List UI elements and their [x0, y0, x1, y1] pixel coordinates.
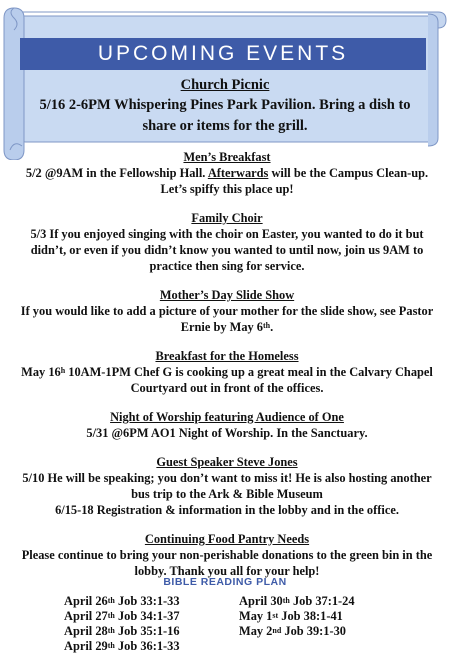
entry-date: April 28 [64, 624, 108, 638]
event-text: 5/31 @6PM AO1 Night of Worship. In the Sanctuary. [86, 426, 368, 440]
event-text-secondary: 6/15-18 Registration & information in the lobby and in the office. [55, 503, 399, 517]
event-text-part: 10AM-1PM Chef G is cooking up a great meal in the Calvary Chapel Courtyard out in front of the offices. [65, 365, 433, 395]
events-list [18, 149, 436, 592]
reading-plan-entry [64, 639, 180, 654]
ordinal-suffix: st [272, 611, 279, 620]
event-title: Guest Speaker Steve Jones [156, 455, 298, 469]
reading-plan-entry [64, 594, 180, 609]
event-text-part: May 16 [21, 365, 61, 379]
reading-plan-title: BIBLE READING PLAN [163, 576, 287, 588]
featured-event [22, 76, 428, 137]
event-title: Family Choir [191, 211, 263, 225]
entry-date: April 30 [239, 594, 283, 608]
ordinal-suffix: th [107, 611, 115, 620]
entry-date: April 26 [64, 594, 108, 608]
event-title: Mother’s Day Slide Show [159, 288, 295, 302]
featured-event-title: Church Picnic [180, 77, 270, 93]
event-text-part: If you would like to add a picture of your mother for the slide show, see Pastor Ernie by May 6 [20, 304, 434, 334]
entry-reference: Job 33:1-33 [114, 594, 180, 608]
entry-reference: Job 37:1-24 [289, 594, 355, 608]
entry-reference: Job 38:1-41 [278, 609, 343, 623]
event-text: Please continue to bring your non-perishable donations to the green bin in the lobby. Thank you all for your help! [21, 548, 433, 578]
featured-event-body: 5/16 2-6PM Whispering Pines Park Pavilion. Bring a dish to share or items for the grill. [39, 97, 411, 134]
event-title: Breakfast for the Homeless [155, 349, 299, 363]
banner-title: UPCOMING EVENTS [20, 38, 426, 70]
ordinal-suffix: th [263, 321, 271, 330]
event-text-underlined: Afterwards [207, 166, 269, 180]
event-text [18, 303, 436, 335]
event-text: 5/10 He will be speaking; you don’t want to miss it! He is also hosting another bus trip to the Ark & Bible Museum [22, 471, 432, 501]
event-homeless-breakfast [18, 348, 436, 396]
ordinal-suffix: th [107, 626, 115, 635]
ordinal-suffix: th [107, 641, 115, 650]
event-text-part: . [270, 320, 274, 334]
entry-reference: Job 36:1-33 [114, 639, 180, 653]
event-text [18, 364, 436, 396]
event-mens-breakfast [18, 149, 436, 197]
event-guest-speaker [18, 454, 436, 518]
reading-plan-left-column [64, 594, 180, 654]
ordinal-suffix: th [107, 596, 115, 605]
entry-reference: Job 39:1-30 [281, 624, 347, 638]
ordinal-suffix: th [282, 596, 290, 605]
event-food-pantry [18, 531, 436, 579]
reading-plan-right-column [239, 594, 355, 639]
entry-date: April 27 [64, 609, 108, 623]
ordinal-suffix: h [60, 366, 66, 375]
event-text: 5/3 If you enjoyed singing with the choir on Easter, you wanted to do it but didn’t, or even if you didn’t know you wanted to until now, join us 9AM to practice then sing for service. [30, 227, 424, 273]
entry-date: April 29 [64, 639, 108, 653]
reading-plan-entry [239, 624, 355, 639]
event-family-choir [18, 210, 436, 274]
entry-reference: Job 35:1-16 [114, 624, 180, 638]
event-title: Night of Worship featuring Audience of One [110, 410, 344, 424]
event-text-part: will be the Campus Clean-up. Let’s spiffy this place up! [160, 166, 429, 196]
event-night-of-worship [18, 409, 436, 441]
event-text [18, 165, 436, 197]
reading-plan-entry [64, 609, 180, 624]
event-mothers-day [18, 287, 436, 335]
reading-plan-entry [239, 609, 355, 624]
ordinal-suffix: nd [272, 626, 282, 635]
event-title: Continuing Food Pantry Needs [144, 532, 310, 546]
event-text-part: 5/2 @9AM in the Fellowship Hall. [25, 166, 208, 180]
entry-date: May 1 [239, 609, 273, 623]
reading-plan-entry [239, 594, 355, 609]
reading-plan-entry [64, 624, 180, 639]
event-title: Men’s Breakfast [183, 150, 271, 164]
entry-reference: Job 34:1-37 [114, 609, 180, 623]
entry-date: May 2 [239, 624, 273, 638]
